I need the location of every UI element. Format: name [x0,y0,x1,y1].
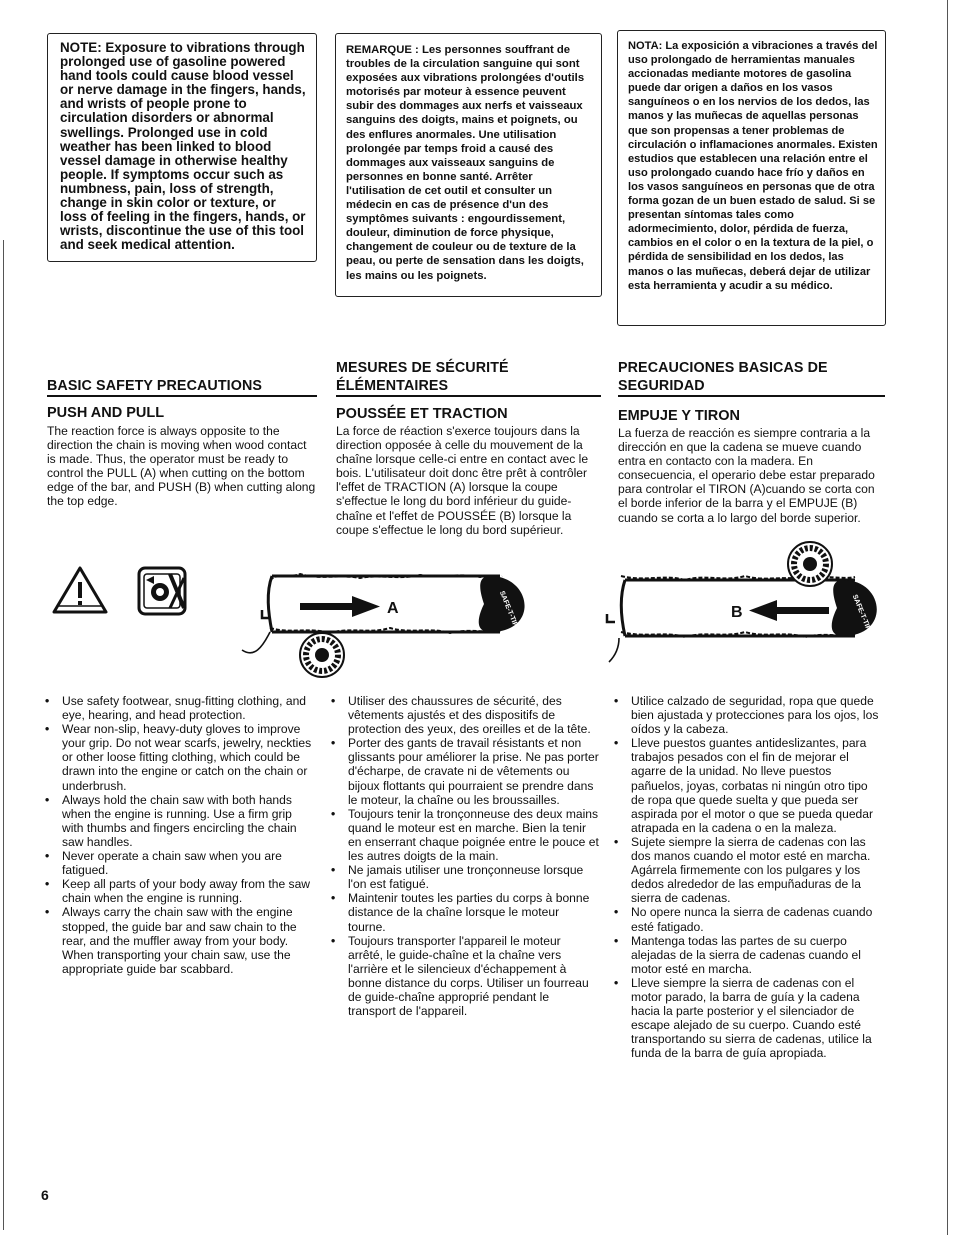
heading-rule-spanish [618,395,885,397]
note-text-spanish: NOTA: La exposición a vibraciones a través del uso prolongado de herramientas manuales accionadas mediante motores de gasolina puede dar origen a daños en los vasos sanguíneos o en los nervios de los dedos, las manos y las muñecas de aquellas personas que son propensas a tener problemas de circulación o inflamaciones anormales. Existen estudios que establecen una relación entre el uso prolongado cuando hace frío y daños en los vasos sanguíneos en personas que de otra forma gozan de un buen estado de salud. Si se presentan síntomas tales como adormecimiento, dolor, pérdida de fuerza, cambios en el color o en la textura de la piel, o pérdida de sensibilidad en los dedos, las manos o las muñecas, deberá dejar de utilizar esta herramienta y acudir a su médico. [628,40,878,292]
section-title-french-line1: MESURES DE SÉCURITÉ [336,360,509,376]
list-item: • Never operate a chain saw when you are fatigued. [45,849,313,877]
bar-tip-text-b: SAFE-T-TIP [850,593,872,632]
subtitle-french: POUSSÉE ET TRACTION [336,406,508,422]
section-title-french-line2: ÉLÉMENTAIRES [336,378,449,394]
note-box-spanish [617,30,886,326]
section-title-spanish-line2: SEGURIDAD [618,378,705,394]
list-item: • Toujours tenir la tronçonneuse des deux mains quand le moteur est en marche. Bien la tenir en enserrant chaque poignée entre le pouce et les autres doigts de la main. [331,807,599,863]
chainsaw-bar-figure-b [585,540,895,670]
paragraph-english [47,424,317,509]
bar-tip-b [832,580,877,636]
paragraph-spanish [618,426,885,525]
list-item: • No opere nunca la sierra de cadenas cuando esté fatigado. [614,905,880,933]
list-item: • Always carry the chain saw with the engine stopped, the guide bar and saw chain to the rear, and the muffler away from your body. When transporting your chain saw, use the appropriate guide bar scabbard. [45,905,313,975]
list-item: • Lleve siempre la sierra de cadenas con el motor parado, la barra de guía y la cadena hacia la parte posterior y el silenciador de escape alejado de su cuerpo. Cuando esté transportando su sierra de cadenas, utilice la funda de la barra de guía apropiada. [614,976,880,1061]
list-item: • Maintenir toutes les parties du corps à bonne distance de la chaîne lorsque le moteur tourne. [331,891,599,933]
list-item: • Ne jamais utiliser une tronçonneuse lorsque l'on est fatigué. [331,863,599,891]
list-item: • Toujours transporter l'appareil le moteur arrêté, le guide-chaîne et la chaîne vers l'arrière et le silencieux d'échappement à bonne distance du corps. Utiliser un fourreau de guide-chaîne approprié pendant le transport de l'appareil. [331,934,599,1019]
figure-label-a: A [387,600,399,617]
subtitle-spanish: EMPUJE Y TIRON [618,408,740,424]
figure-label-b: B [731,604,743,621]
page-number: 6 [41,1187,49,1203]
list-item: • Use safety footwear, snug-fitting clothing, and eye, hearing, and head protection. [45,694,313,722]
read-manual-icon [139,568,185,614]
scan-edge-left [3,240,4,1230]
scan-edge-right [947,0,948,1235]
warning-icons-figure [50,560,200,622]
note-box-french [335,33,602,297]
warning-triangle-icon [54,568,106,612]
list-item: • Mantenga todas las partes de su cuerpo alejadas de la sierra de cadenas cuando el motor esté en marcha. [614,934,880,976]
subtitle-english: PUSH AND PULL [47,405,165,421]
section-title-english: BASIC SAFETY PRECAUTIONS [47,378,263,394]
heading-rule-english [47,395,317,397]
list-item: • Wear non-slip, heavy-duty gloves to improve your grip. Do not wear scarfs, jewelry, neckties or other loose fitting clothing, which could be drawn into the engine or catch on the chain or underbrush. [45,722,313,792]
list-item: • Keep all parts of your body away from the saw chain when the engine is running. [45,877,313,905]
saw-sprocket-icon [300,633,344,677]
bullet-list-french [331,694,599,1018]
bullet-list-english [45,694,313,976]
arrow-right-icon [300,596,380,617]
paragraph-spanish-text: La fuerza de reacción es siempre contraria a la dirección en que la cadena se mueve cuando entra en contacto con la madera. En consecuencia, el operario debe estar preparado para controlar el TIRON (A)cuando se corta con el borde inferior de la barra y el EMPUJE (B) cuando se corta a lo largo del borde superior. [618,426,875,525]
list-item: • Lleve puestos guantes antideslizantes, para trabajos pesados con el fin de mejorar el agarre de la unidad. No lleve puestos pañuelos, joyas, corbatas ni ningún otro tipo de ropa que quede suelta y que pueda ser aspirada por el motor o que se pueda quedar atrapada en la cadena o en la maleza. [614,736,880,835]
bar-tip-text-a: SAFE-T-TIP [497,590,519,629]
heading-rule-french [336,395,601,397]
saw-sprocket-icon [788,542,832,586]
list-item: • Porter des gants de travail résistants et non glissants pour améliorer la prise. Ne pas porter d'écharpe, de cravate ni de vêtements ou bijoux flottants qui pourraient se prendre dans le moteur, la chaîne ou les broussailles. [331,736,599,806]
arrow-left-icon [749,600,829,621]
note-text-english: NOTE: Exposure to vibrations through prolonged use of gasoline powered hand tools could cause blood vessel or nerve damage in the fingers, hands, and wrists of people prone to circulation disorders or abnormal swellings. Prolonged use in cold weather has been linked to blood vessel damage in otherwise healthy people. If symptoms occur such as numbness, pain, loss of strength, change in skin color or texture, or loss of feeling in the fingers, hands, or wrists, discontinue the use of this tool and seek medical attention. [60,40,306,253]
paragraph-english-text: The reaction force is always opposite to the direction the chain is moving when wood contact is made. Thus, the operator must be ready to control the PULL (A) when cutting on the bottom edge of the bar, and PUSH (B) when cutting along the top edge. [47,424,316,509]
guide-bar-a [242,574,502,653]
list-item: • Utiliser des chaussures de sécurité, des vêtements ajustés et des dispositifs de protection des yeux, des oreilles et de la tête. [331,694,599,736]
note-text-french: REMARQUE : Les personnes souffrant de troubles de la circulation sanguine qui sont exposées aux vibrations prolongées d'outils motorisés par moteur à essence peuvent subir des dommages aux nerfs et vaisseaux sanguins des doigts, mains et poignets, ou des enflures anormales. Une utilisation prolongée par temps froid a causé des dommages aux vaisseaux sanguins de personnes en bonne santé. Arrêter l'utilisation de cet outil et consulter un médecin en cas de présence d'un des symptômes suivants : engourdissement, douleur, diminution de force physique, changement de couleur ou de texture de la peau, ou perte de sensation dans les doigts, les mains ou les poignets. [346,44,585,282]
note-box-english [47,33,317,262]
bar-tip-a [479,576,525,632]
bullet-list-spanish [614,694,880,1060]
paragraph-french [336,424,601,537]
list-item: • Sujete siempre la sierra de cadenas con las dos manos cuando el motor esté en marcha. Agárrela firmemente con los pulgares y los dedos alrededor de las empuñaduras de la sierra de cadenas. [614,835,880,905]
section-title-spanish-line1: PRECAUCIONES BASICAS DE [618,360,828,376]
chainsaw-bar-figure-a [240,562,540,682]
list-item: • Utilice calzado de seguridad, ropa que quede bien ajustada y protecciones para los ojos, los oídos y la cabeza. [614,694,880,736]
list-item: • Always hold the chain saw with both hands when the engine is running. Use a firm grip with thumbs and fingers encircling the chain saw handles. [45,793,313,849]
paragraph-french-text: La force de réaction s'exerce toujours dans la direction opposée à celle du mouvement de la chaîne lorsque celle-ci entre en contact avec le bois. L'utilisateur doit donc être prêt à contrôler l'effet de TRACTION (A) lorsque la coupe s'effectue le long du bord inférieur du guide-chaîne et l'effet de POUSSÉE (B) lorsque la coupe s'effectue le long du bord supérieur. [336,424,589,537]
